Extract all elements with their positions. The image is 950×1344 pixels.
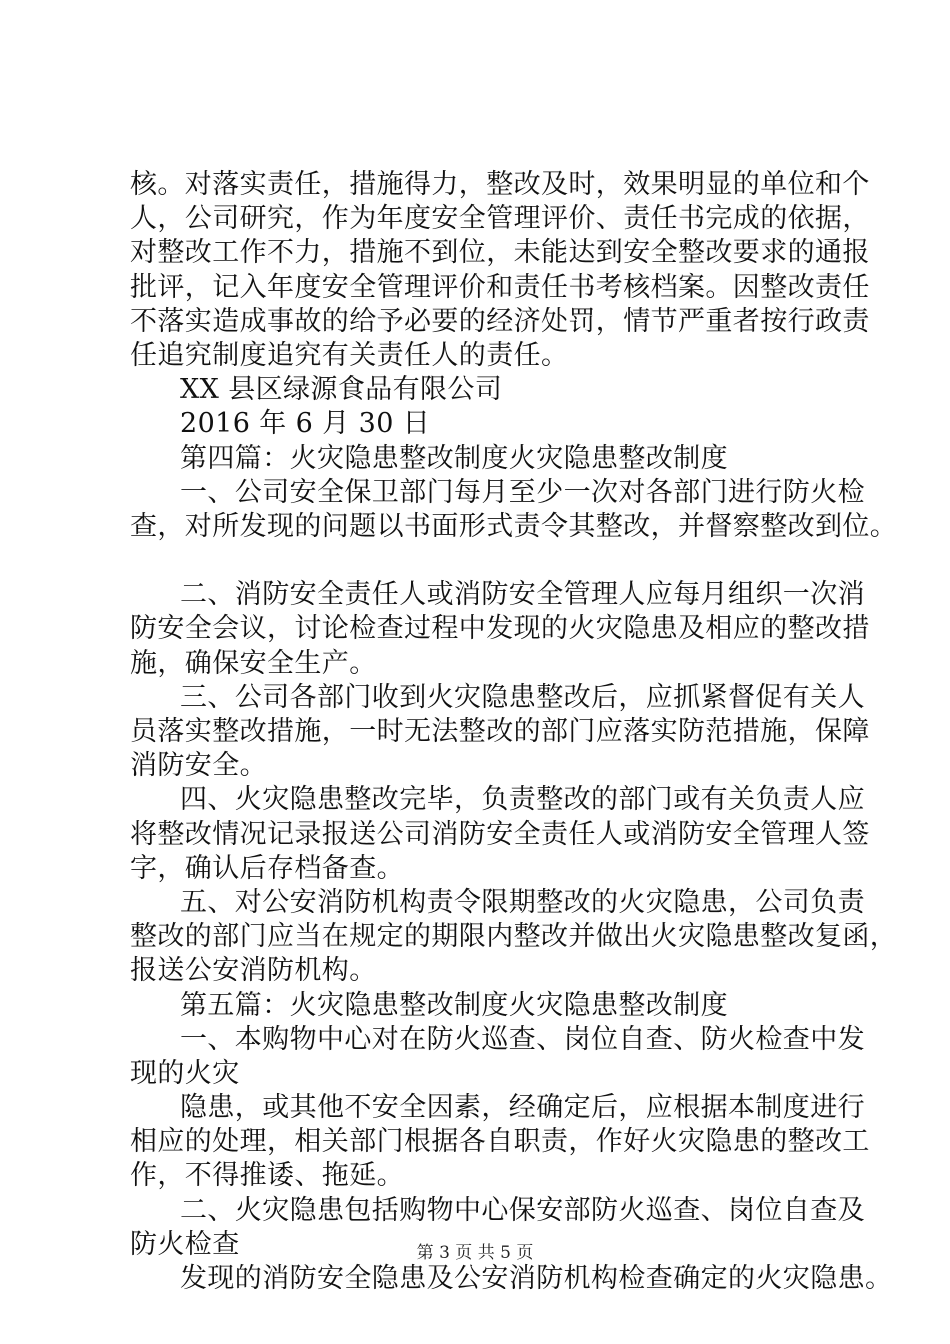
text-line: 一、本购物中心对在防火巡查、岗位自查、防火检查中发 (180, 1023, 865, 1055)
text-line: 四、火灾隐患整改完毕，负责整改的部门或有关负责人应 (180, 784, 865, 816)
text-line: 五、对公安消防机构责令限期整改的火灾隐患，公司负责 (180, 886, 865, 918)
text-line: 2016 年 6 月 30 日 (180, 408, 431, 440)
text-line: 查，对所发现的问题以书面形式责令其整改，并督察整改到位。 (130, 510, 898, 542)
text-line: 整改的部门应当在规定的期限内整改并做出火灾隐患整改复函， (130, 921, 898, 953)
text-line: 隐患，或其他不安全因素，经确定后，应根据本制度进行 (180, 1092, 865, 1124)
text-line: 现的火灾 (130, 1057, 240, 1089)
text-line: 消防安全。 (130, 750, 267, 782)
text-line (130, 544, 850, 578)
text-line: 任追究制度追究有关责任人的责任。 (130, 339, 569, 371)
text-line: 一、公司安全保卫部门每月至少一次对各部门进行防火检 (180, 476, 865, 508)
text-line: 相应的处理，相关部门根据各自职责，作好火灾隐患的整改工 (130, 1126, 870, 1158)
text-line: 施，确保安全生产。 (130, 647, 377, 679)
text-line: 发现的消防安全隐患及公安消防机构检查确定的火灾隐患。 (180, 1263, 893, 1294)
text-line: 三、公司各部门收到火灾隐患整改后，应抓紧督促有关人 (180, 681, 865, 713)
text-line: 防安全会议，讨论检查过程中发现的火灾隐患及相应的整改措 (130, 613, 870, 645)
text-line: 作，不得推诿、拖延。 (130, 1160, 404, 1192)
text-line: 批评，记入年度安全管理评价和责任书考核档案。因整改责任 (130, 271, 870, 303)
text-line: 报送公安消防机构。 (130, 955, 377, 987)
text-line: 将整改情况记录报送公司消防安全责任人或消防安全管理人签 (130, 818, 870, 850)
text-line: 第五篇：火灾隐患整改制度火灾隐患整改制度 (180, 989, 728, 1021)
text-line: 第四篇：火灾隐患整改制度火灾隐患整改制度 (180, 442, 728, 474)
text-line: XX 县区绿源食品有限公司 (180, 374, 503, 406)
text-line: 二、消防安全责任人或消防安全管理人应每月组织一次消 (180, 579, 865, 611)
text-line: 员落实整改措施，一时无法整改的部门应落实防范措施，保障 (130, 716, 870, 747)
text-line: 人，公司研究，作为年度安全管理评价、责任书完成的依据， (130, 203, 870, 235)
text-line: 核。对落实责任，措施得力，整改及时，效果明显的单位和个 (130, 169, 870, 200)
text-line: 不落实造成事故的给予必要的经济处罚，情节严重者按行政责 (130, 305, 870, 337)
text-line: 对整改工作不力，措施不到位，未能达到安全整改要求的通报 (130, 237, 870, 269)
text-line: 字，确认后存档备查。 (130, 852, 404, 884)
text-line: 防火检查 (130, 1228, 240, 1260)
text-line: 二、火灾隐患包括购物中心保安部防火巡查、岗位自查及 (180, 1194, 865, 1226)
page-footer: 第 3 页 共 5 页 (416, 1243, 534, 1263)
document-body (130, 168, 898, 1296)
